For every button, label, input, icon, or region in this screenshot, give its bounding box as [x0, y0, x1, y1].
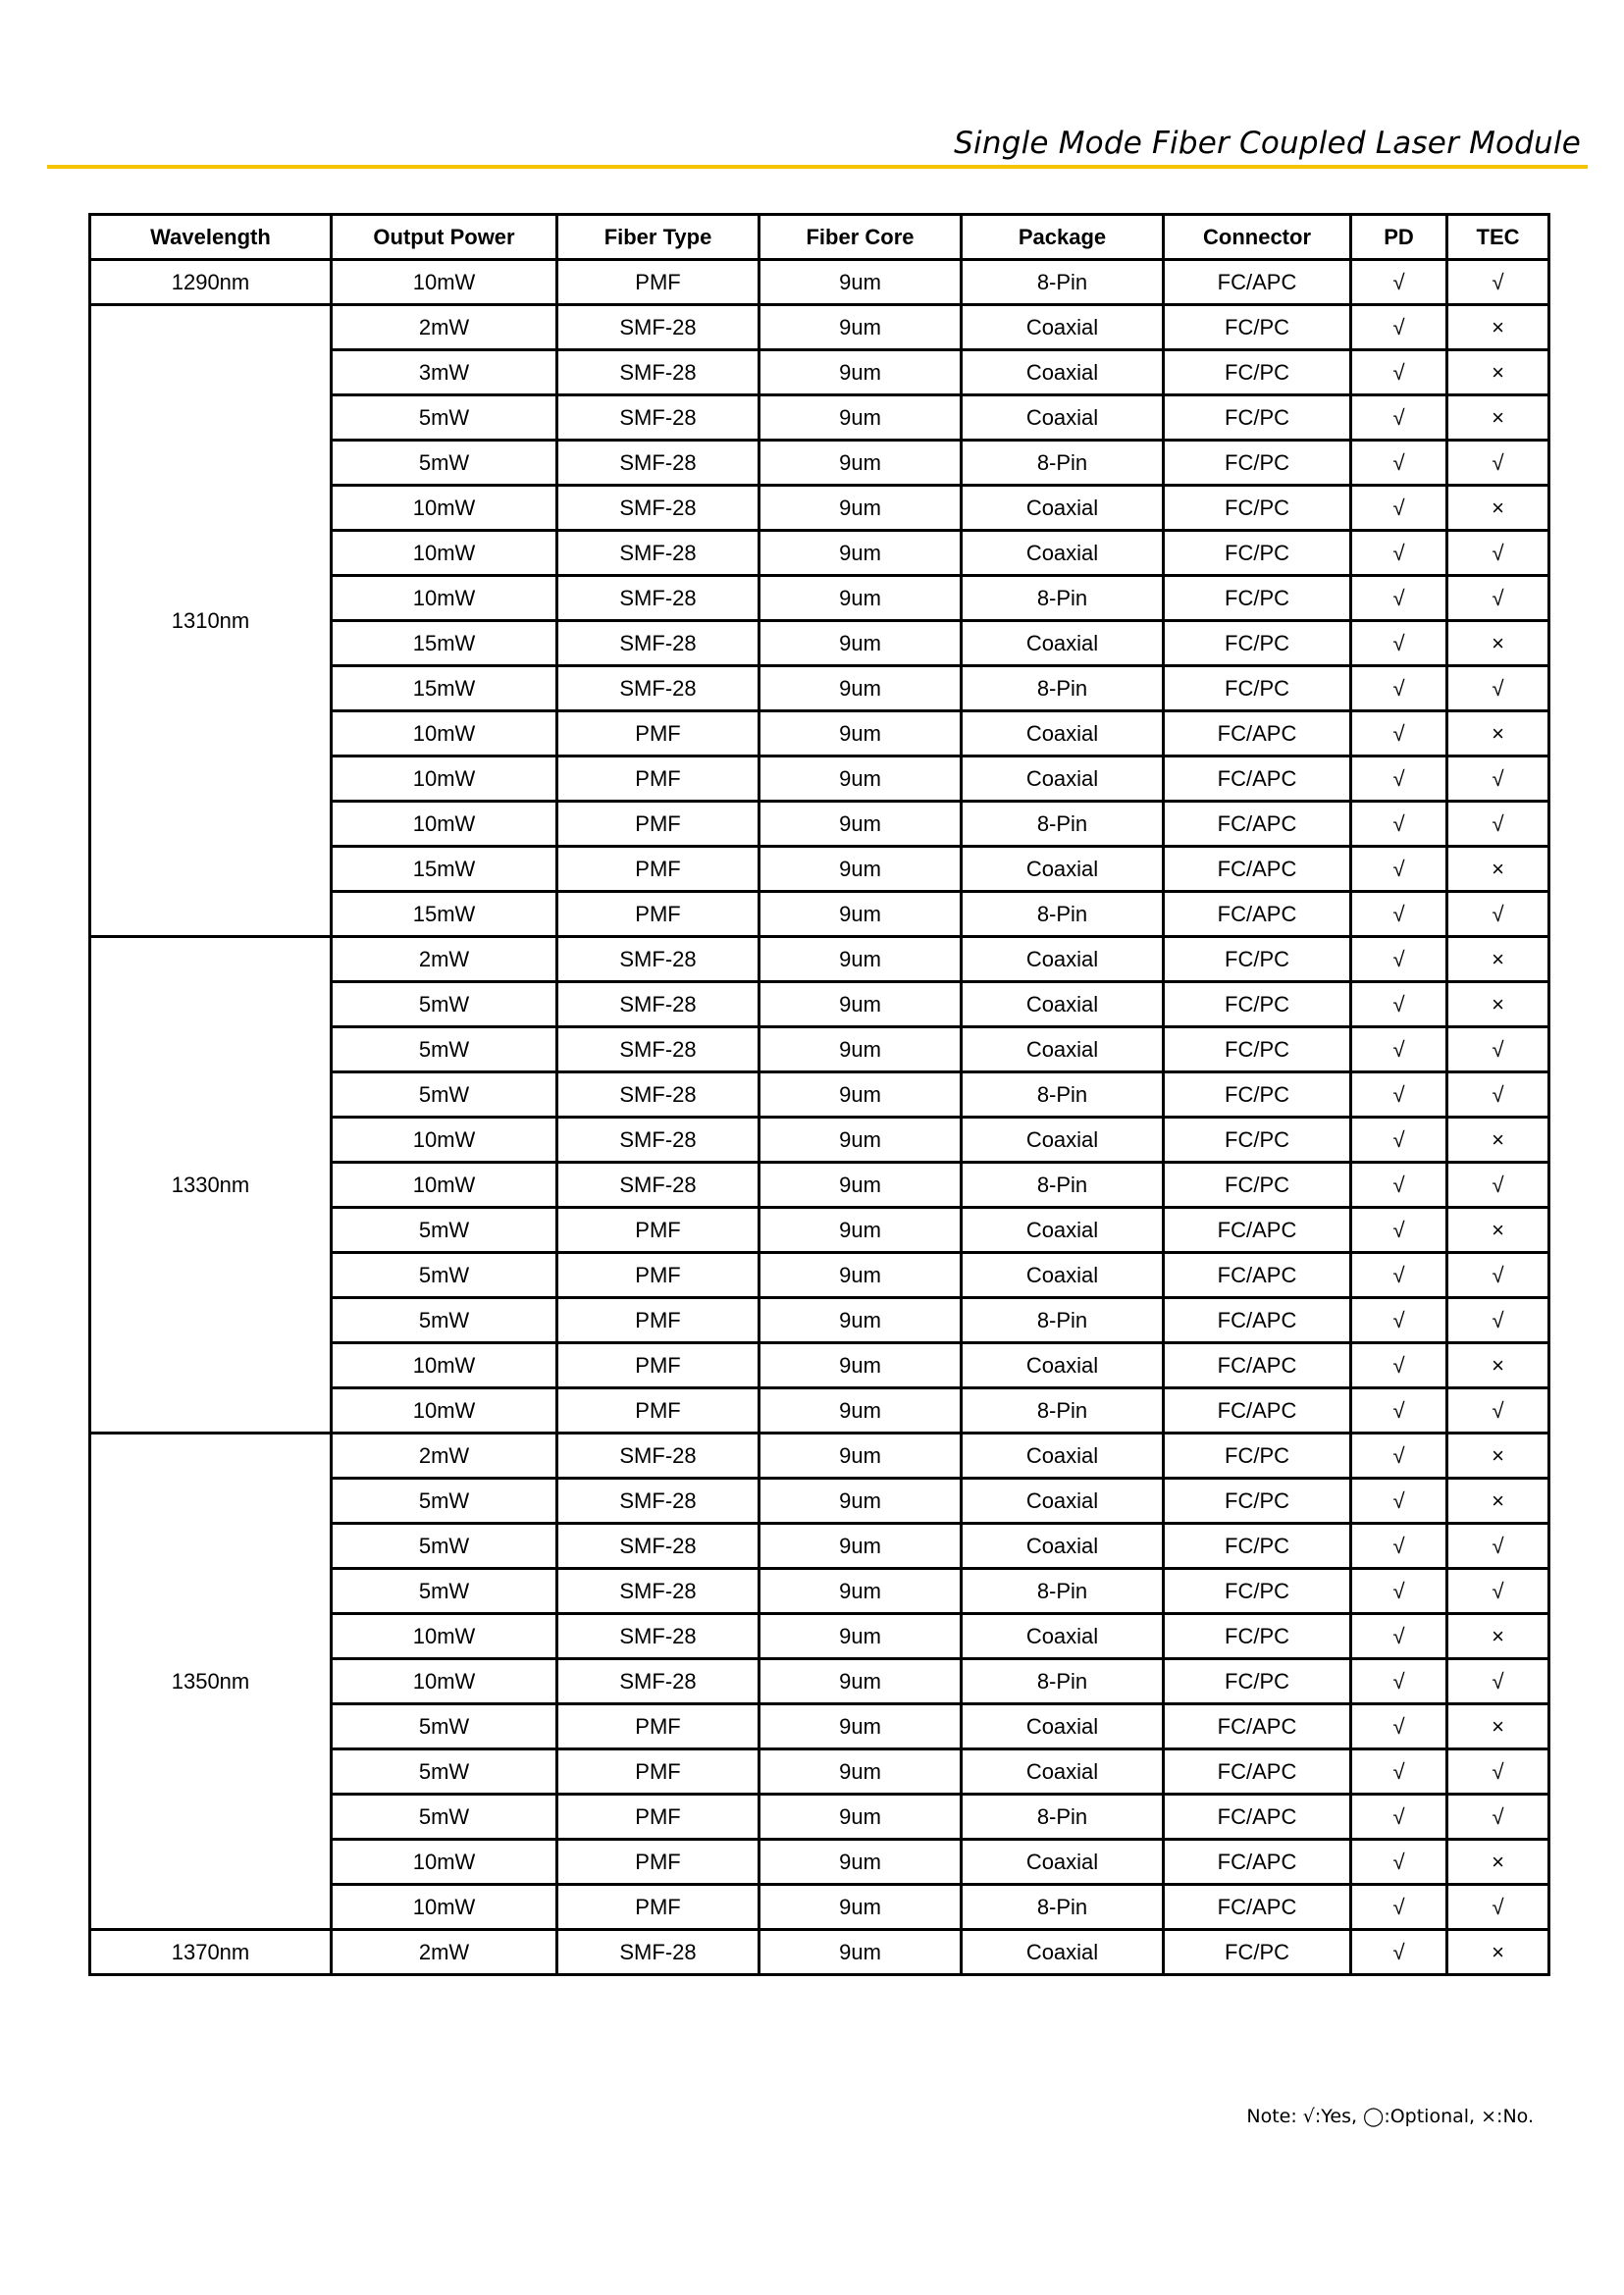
- pd-cell: √: [1351, 1434, 1447, 1479]
- tec-cell: √: [1447, 1795, 1549, 1840]
- pd-cell: √: [1351, 441, 1447, 486]
- package-cell: Coaxial: [962, 756, 1164, 802]
- package-cell: Coaxial: [962, 847, 1164, 892]
- fiber-type-cell: SMF-28: [557, 666, 760, 711]
- fiber-core-cell: 9um: [760, 531, 962, 576]
- output-power-cell: 5mW: [332, 1704, 557, 1749]
- fiber-core-cell: 9um: [760, 937, 962, 982]
- connector-cell: FC/PC: [1164, 982, 1351, 1027]
- fiber-type-cell: SMF-28: [557, 1072, 760, 1118]
- pd-cell: √: [1351, 1479, 1447, 1524]
- connector-cell: FC/APC: [1164, 1749, 1351, 1795]
- pd-cell: √: [1351, 1749, 1447, 1795]
- fiber-core-cell: 9um: [760, 666, 962, 711]
- pd-cell: √: [1351, 395, 1447, 441]
- pd-cell: √: [1351, 1930, 1447, 1975]
- package-cell: Coaxial: [962, 937, 1164, 982]
- fiber-core-cell: 9um: [760, 847, 962, 892]
- column-header: Package: [962, 215, 1164, 260]
- package-cell: 8-Pin: [962, 666, 1164, 711]
- fiber-type-cell: SMF-28: [557, 576, 760, 621]
- fiber-core-cell: 9um: [760, 486, 962, 531]
- fiber-core-cell: 9um: [760, 1298, 962, 1343]
- connector-cell: FC/PC: [1164, 1072, 1351, 1118]
- fiber-core-cell: 9um: [760, 802, 962, 847]
- package-cell: 8-Pin: [962, 1795, 1164, 1840]
- output-power-cell: 5mW: [332, 1524, 557, 1569]
- legend-note: Note: √:Yes, ◯:Optional, ×:No.: [1246, 2106, 1534, 2127]
- package-cell: Coaxial: [962, 1118, 1164, 1163]
- fiber-type-cell: PMF: [557, 1388, 760, 1434]
- package-cell: 8-Pin: [962, 802, 1164, 847]
- package-cell: 8-Pin: [962, 1298, 1164, 1343]
- pd-cell: √: [1351, 1208, 1447, 1253]
- wavelength-cell: 1330nm: [90, 937, 332, 1434]
- output-power-cell: 10mW: [332, 531, 557, 576]
- package-cell: Coaxial: [962, 1524, 1164, 1569]
- fiber-type-cell: SMF-28: [557, 1479, 760, 1524]
- column-header: Connector: [1164, 215, 1351, 260]
- output-power-cell: 2mW: [332, 305, 557, 350]
- package-cell: 8-Pin: [962, 441, 1164, 486]
- pd-cell: √: [1351, 1614, 1447, 1659]
- output-power-cell: 5mW: [332, 395, 557, 441]
- fiber-core-cell: 9um: [760, 1614, 962, 1659]
- package-cell: Coaxial: [962, 350, 1164, 395]
- package-cell: Coaxial: [962, 305, 1164, 350]
- connector-cell: FC/APC: [1164, 802, 1351, 847]
- output-power-cell: 2mW: [332, 1930, 557, 1975]
- fiber-type-cell: PMF: [557, 1840, 760, 1885]
- pd-cell: √: [1351, 1388, 1447, 1434]
- column-header: PD: [1351, 215, 1447, 260]
- output-power-cell: 2mW: [332, 937, 557, 982]
- connector-cell: FC/PC: [1164, 937, 1351, 982]
- output-power-cell: 5mW: [332, 1479, 557, 1524]
- connector-cell: FC/PC: [1164, 350, 1351, 395]
- pd-cell: √: [1351, 1885, 1447, 1930]
- connector-cell: FC/PC: [1164, 1479, 1351, 1524]
- output-power-cell: 15mW: [332, 847, 557, 892]
- table-header-row: [90, 215, 1549, 260]
- pd-cell: √: [1351, 1795, 1447, 1840]
- fiber-type-cell: SMF-28: [557, 1614, 760, 1659]
- pd-cell: √: [1351, 1298, 1447, 1343]
- fiber-type-cell: PMF: [557, 1704, 760, 1749]
- connector-cell: FC/APC: [1164, 1298, 1351, 1343]
- output-power-cell: 5mW: [332, 1749, 557, 1795]
- tec-cell: √: [1447, 1163, 1549, 1208]
- connector-cell: FC/PC: [1164, 666, 1351, 711]
- fiber-core-cell: 9um: [760, 395, 962, 441]
- connector-cell: FC/PC: [1164, 441, 1351, 486]
- package-cell: 8-Pin: [962, 892, 1164, 937]
- fiber-type-cell: SMF-28: [557, 982, 760, 1027]
- output-power-cell: 15mW: [332, 892, 557, 937]
- output-power-cell: 10mW: [332, 576, 557, 621]
- fiber-type-cell: PMF: [557, 1749, 760, 1795]
- pd-cell: √: [1351, 260, 1447, 305]
- fiber-core-cell: 9um: [760, 1749, 962, 1795]
- tec-cell: ×: [1447, 1343, 1549, 1388]
- package-cell: Coaxial: [962, 982, 1164, 1027]
- fiber-core-cell: 9um: [760, 1930, 962, 1975]
- pd-cell: √: [1351, 1253, 1447, 1298]
- pd-cell: √: [1351, 1072, 1447, 1118]
- pd-cell: √: [1351, 531, 1447, 576]
- connector-cell: FC/APC: [1164, 1208, 1351, 1253]
- output-power-cell: 5mW: [332, 1072, 557, 1118]
- table-row: [90, 305, 1549, 350]
- output-power-cell: 5mW: [332, 1027, 557, 1072]
- fiber-type-cell: SMF-28: [557, 305, 760, 350]
- connector-cell: FC/APC: [1164, 1795, 1351, 1840]
- fiber-core-cell: 9um: [760, 1569, 962, 1614]
- fiber-core-cell: 9um: [760, 441, 962, 486]
- pd-cell: √: [1351, 937, 1447, 982]
- connector-cell: FC/PC: [1164, 1930, 1351, 1975]
- package-cell: 8-Pin: [962, 1569, 1164, 1614]
- pd-cell: √: [1351, 756, 1447, 802]
- output-power-cell: 15mW: [332, 666, 557, 711]
- pd-cell: √: [1351, 982, 1447, 1027]
- tec-cell: √: [1447, 576, 1549, 621]
- fiber-type-cell: SMF-28: [557, 937, 760, 982]
- connector-cell: FC/PC: [1164, 1524, 1351, 1569]
- package-cell: 8-Pin: [962, 1388, 1164, 1434]
- package-cell: Coaxial: [962, 621, 1164, 666]
- connector-cell: FC/APC: [1164, 1253, 1351, 1298]
- pd-cell: √: [1351, 666, 1447, 711]
- tec-cell: √: [1447, 1388, 1549, 1434]
- package-cell: Coaxial: [962, 486, 1164, 531]
- fiber-type-cell: SMF-28: [557, 1118, 760, 1163]
- fiber-type-cell: SMF-28: [557, 1163, 760, 1208]
- fiber-core-cell: 9um: [760, 260, 962, 305]
- pd-cell: √: [1351, 1840, 1447, 1885]
- fiber-type-cell: PMF: [557, 260, 760, 305]
- package-cell: 8-Pin: [962, 1885, 1164, 1930]
- fiber-type-cell: SMF-28: [557, 1027, 760, 1072]
- tec-cell: ×: [1447, 847, 1549, 892]
- package-cell: Coaxial: [962, 1614, 1164, 1659]
- pd-cell: √: [1351, 576, 1447, 621]
- tec-cell: √: [1447, 1072, 1549, 1118]
- fiber-core-cell: 9um: [760, 1524, 962, 1569]
- connector-cell: FC/PC: [1164, 1163, 1351, 1208]
- fiber-core-cell: 9um: [760, 1434, 962, 1479]
- connector-cell: FC/PC: [1164, 1614, 1351, 1659]
- tec-cell: ×: [1447, 1208, 1549, 1253]
- fiber-type-cell: SMF-28: [557, 621, 760, 666]
- package-cell: 8-Pin: [962, 576, 1164, 621]
- connector-cell: FC/APC: [1164, 1704, 1351, 1749]
- pd-cell: √: [1351, 305, 1447, 350]
- fiber-type-cell: SMF-28: [557, 1930, 760, 1975]
- tec-cell: ×: [1447, 1479, 1549, 1524]
- output-power-cell: 10mW: [332, 1614, 557, 1659]
- fiber-core-cell: 9um: [760, 892, 962, 937]
- connector-cell: FC/PC: [1164, 1027, 1351, 1072]
- package-cell: Coaxial: [962, 1840, 1164, 1885]
- connector-cell: FC/APC: [1164, 756, 1351, 802]
- fiber-core-cell: 9um: [760, 1118, 962, 1163]
- output-power-cell: 10mW: [332, 1163, 557, 1208]
- connector-cell: FC/PC: [1164, 1118, 1351, 1163]
- connector-cell: FC/PC: [1164, 1569, 1351, 1614]
- fiber-core-cell: 9um: [760, 621, 962, 666]
- tec-cell: √: [1447, 1659, 1549, 1704]
- tec-cell: √: [1447, 1885, 1549, 1930]
- table-row: [90, 1930, 1549, 1975]
- column-header: Wavelength: [90, 215, 332, 260]
- wavelength-cell: 1350nm: [90, 1434, 332, 1930]
- package-cell: Coaxial: [962, 1208, 1164, 1253]
- pd-cell: √: [1351, 711, 1447, 756]
- table-row: [90, 937, 1549, 982]
- pd-cell: √: [1351, 1704, 1447, 1749]
- tec-cell: √: [1447, 531, 1549, 576]
- output-power-cell: 10mW: [332, 1388, 557, 1434]
- package-cell: Coaxial: [962, 395, 1164, 441]
- tec-cell: ×: [1447, 350, 1549, 395]
- package-cell: Coaxial: [962, 1704, 1164, 1749]
- tec-cell: √: [1447, 892, 1549, 937]
- fiber-type-cell: PMF: [557, 756, 760, 802]
- fiber-type-cell: SMF-28: [557, 1524, 760, 1569]
- tec-cell: ×: [1447, 1118, 1549, 1163]
- output-power-cell: 5mW: [332, 1253, 557, 1298]
- wavelength-cell: 1370nm: [90, 1930, 332, 1975]
- connector-cell: FC/APC: [1164, 711, 1351, 756]
- fiber-type-cell: SMF-28: [557, 486, 760, 531]
- tec-cell: √: [1447, 666, 1549, 711]
- output-power-cell: 10mW: [332, 260, 557, 305]
- package-cell: 8-Pin: [962, 260, 1164, 305]
- package-cell: Coaxial: [962, 531, 1164, 576]
- connector-cell: FC/PC: [1164, 1659, 1351, 1704]
- pd-cell: √: [1351, 486, 1447, 531]
- output-power-cell: 10mW: [332, 711, 557, 756]
- package-cell: 8-Pin: [962, 1072, 1164, 1118]
- package-cell: Coaxial: [962, 1027, 1164, 1072]
- connector-cell: FC/PC: [1164, 1434, 1351, 1479]
- fiber-type-cell: SMF-28: [557, 350, 760, 395]
- column-header: Output Power: [332, 215, 557, 260]
- tec-cell: ×: [1447, 305, 1549, 350]
- package-cell: Coaxial: [962, 1343, 1164, 1388]
- output-power-cell: 10mW: [332, 1343, 557, 1388]
- tec-cell: ×: [1447, 1704, 1549, 1749]
- package-cell: Coaxial: [962, 1479, 1164, 1524]
- fiber-core-cell: 9um: [760, 711, 962, 756]
- output-power-cell: 5mW: [332, 1569, 557, 1614]
- fiber-core-cell: 9um: [760, 305, 962, 350]
- output-power-cell: 10mW: [332, 756, 557, 802]
- output-power-cell: 3mW: [332, 350, 557, 395]
- fiber-type-cell: PMF: [557, 1885, 760, 1930]
- fiber-core-cell: 9um: [760, 1840, 962, 1885]
- package-cell: Coaxial: [962, 1749, 1164, 1795]
- fiber-core-cell: 9um: [760, 1027, 962, 1072]
- spec-table: [88, 213, 1550, 1976]
- connector-cell: FC/PC: [1164, 486, 1351, 531]
- output-power-cell: 15mW: [332, 621, 557, 666]
- pd-cell: √: [1351, 1343, 1447, 1388]
- fiber-core-cell: 9um: [760, 1343, 962, 1388]
- fiber-type-cell: PMF: [557, 1343, 760, 1388]
- connector-cell: FC/APC: [1164, 1885, 1351, 1930]
- output-power-cell: 10mW: [332, 1840, 557, 1885]
- connector-cell: FC/APC: [1164, 1388, 1351, 1434]
- tec-cell: ×: [1447, 1840, 1549, 1885]
- wavelength-cell: 1310nm: [90, 305, 332, 937]
- pd-cell: √: [1351, 1659, 1447, 1704]
- fiber-core-cell: 9um: [760, 1253, 962, 1298]
- output-power-cell: 5mW: [332, 441, 557, 486]
- pd-cell: √: [1351, 1118, 1447, 1163]
- fiber-core-cell: 9um: [760, 1479, 962, 1524]
- fiber-type-cell: SMF-28: [557, 441, 760, 486]
- package-cell: Coaxial: [962, 1253, 1164, 1298]
- pd-cell: √: [1351, 1569, 1447, 1614]
- fiber-type-cell: PMF: [557, 892, 760, 937]
- fiber-core-cell: 9um: [760, 1163, 962, 1208]
- pd-cell: √: [1351, 892, 1447, 937]
- fiber-core-cell: 9um: [760, 1659, 962, 1704]
- tec-cell: ×: [1447, 1930, 1549, 1975]
- package-cell: Coaxial: [962, 1434, 1164, 1479]
- output-power-cell: 5mW: [332, 1795, 557, 1840]
- pd-cell: √: [1351, 621, 1447, 666]
- fiber-type-cell: PMF: [557, 1253, 760, 1298]
- output-power-cell: 10mW: [332, 1885, 557, 1930]
- fiber-core-cell: 9um: [760, 1795, 962, 1840]
- tec-cell: √: [1447, 260, 1549, 305]
- fiber-core-cell: 9um: [760, 1388, 962, 1434]
- tec-cell: √: [1447, 1253, 1549, 1298]
- tec-cell: ×: [1447, 621, 1549, 666]
- connector-cell: FC/PC: [1164, 621, 1351, 666]
- tec-cell: ×: [1447, 486, 1549, 531]
- tec-cell: √: [1447, 1298, 1549, 1343]
- connector-cell: FC/APC: [1164, 260, 1351, 305]
- fiber-type-cell: SMF-28: [557, 1434, 760, 1479]
- connector-cell: FC/APC: [1164, 847, 1351, 892]
- output-power-cell: 5mW: [332, 1208, 557, 1253]
- fiber-core-cell: 9um: [760, 1208, 962, 1253]
- pd-cell: √: [1351, 802, 1447, 847]
- package-cell: Coaxial: [962, 1930, 1164, 1975]
- output-power-cell: 10mW: [332, 1118, 557, 1163]
- connector-cell: FC/APC: [1164, 892, 1351, 937]
- tec-cell: ×: [1447, 982, 1549, 1027]
- output-power-cell: 2mW: [332, 1434, 557, 1479]
- pd-cell: √: [1351, 350, 1447, 395]
- tec-cell: √: [1447, 1524, 1549, 1569]
- fiber-core-cell: 9um: [760, 1704, 962, 1749]
- connector-cell: FC/PC: [1164, 395, 1351, 441]
- fiber-core-cell: 9um: [760, 1072, 962, 1118]
- fiber-core-cell: 9um: [760, 982, 962, 1027]
- column-header: Fiber Core: [760, 215, 962, 260]
- connector-cell: FC/PC: [1164, 305, 1351, 350]
- connector-cell: FC/PC: [1164, 531, 1351, 576]
- fiber-type-cell: PMF: [557, 847, 760, 892]
- wavelength-cell: 1290nm: [90, 260, 332, 305]
- pd-cell: √: [1351, 1163, 1447, 1208]
- fiber-type-cell: SMF-28: [557, 531, 760, 576]
- connector-cell: FC/APC: [1164, 1840, 1351, 1885]
- fiber-type-cell: SMF-28: [557, 395, 760, 441]
- fiber-type-cell: PMF: [557, 1208, 760, 1253]
- package-cell: 8-Pin: [962, 1659, 1164, 1704]
- tec-cell: ×: [1447, 937, 1549, 982]
- fiber-type-cell: PMF: [557, 711, 760, 756]
- fiber-type-cell: PMF: [557, 1298, 760, 1343]
- tec-cell: ×: [1447, 711, 1549, 756]
- connector-cell: FC/PC: [1164, 576, 1351, 621]
- tec-cell: √: [1447, 1749, 1549, 1795]
- tec-cell: √: [1447, 756, 1549, 802]
- connector-cell: FC/APC: [1164, 1343, 1351, 1388]
- package-cell: Coaxial: [962, 711, 1164, 756]
- header-divider: [47, 165, 1588, 169]
- table-row: [90, 260, 1549, 305]
- output-power-cell: 10mW: [332, 486, 557, 531]
- pd-cell: √: [1351, 1524, 1447, 1569]
- fiber-core-cell: 9um: [760, 756, 962, 802]
- tec-cell: √: [1447, 441, 1549, 486]
- column-header: Fiber Type: [557, 215, 760, 260]
- table-row: [90, 1434, 1549, 1479]
- fiber-type-cell: PMF: [557, 1795, 760, 1840]
- tec-cell: √: [1447, 802, 1549, 847]
- output-power-cell: 5mW: [332, 1298, 557, 1343]
- output-power-cell: 10mW: [332, 802, 557, 847]
- page-title: Single Mode Fiber Coupled Laser Module: [954, 126, 1581, 161]
- tec-cell: √: [1447, 1569, 1549, 1614]
- output-power-cell: 10mW: [332, 1659, 557, 1704]
- output-power-cell: 5mW: [332, 982, 557, 1027]
- tec-cell: ×: [1447, 1614, 1549, 1659]
- fiber-core-cell: 9um: [760, 350, 962, 395]
- pd-cell: √: [1351, 847, 1447, 892]
- package-cell: 8-Pin: [962, 1163, 1164, 1208]
- fiber-core-cell: 9um: [760, 576, 962, 621]
- tec-cell: ×: [1447, 395, 1549, 441]
- fiber-type-cell: SMF-28: [557, 1659, 760, 1704]
- fiber-core-cell: 9um: [760, 1885, 962, 1930]
- fiber-type-cell: SMF-28: [557, 1569, 760, 1614]
- tec-cell: √: [1447, 1027, 1549, 1072]
- tec-cell: ×: [1447, 1434, 1549, 1479]
- fiber-type-cell: PMF: [557, 802, 760, 847]
- table-body: [90, 260, 1549, 1975]
- column-header: TEC: [1447, 215, 1549, 260]
- pd-cell: √: [1351, 1027, 1447, 1072]
